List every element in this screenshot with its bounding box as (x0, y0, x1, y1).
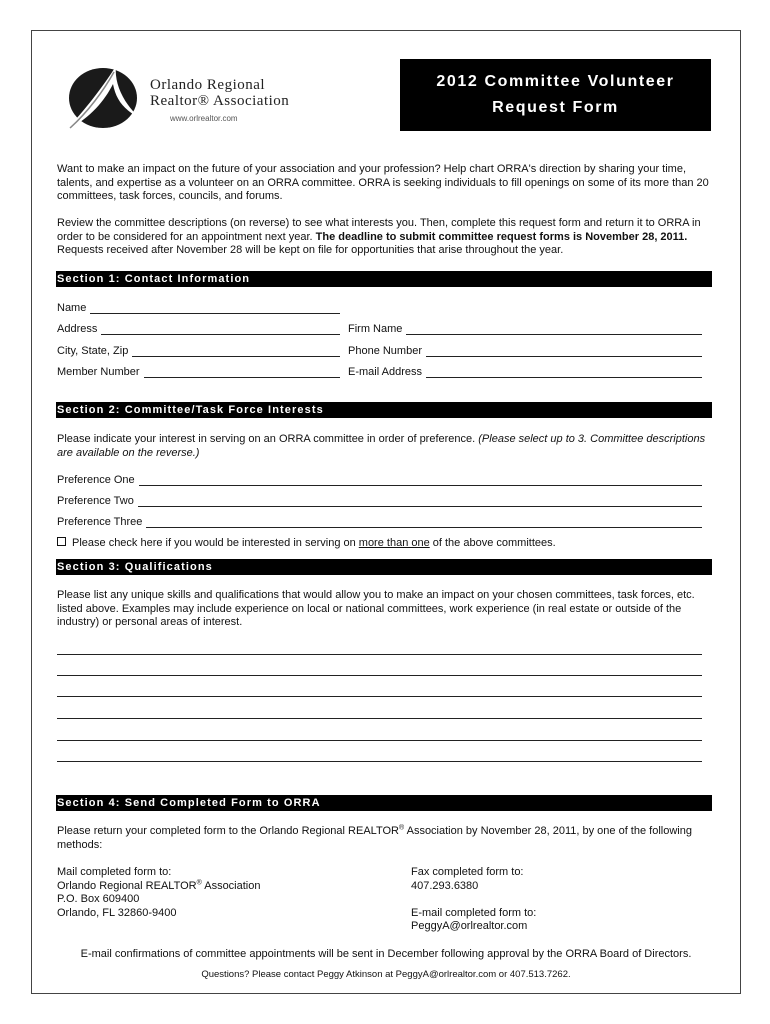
firm-name-field[interactable] (348, 323, 702, 335)
confirmation-note: E-mail confirmations of committee appointments will be sent in December following approval by the ORRA Board of Directors. (80, 948, 692, 960)
member-number-line[interactable] (144, 368, 340, 378)
address-field[interactable] (57, 323, 340, 335)
city-state-zip-line[interactable] (132, 347, 340, 357)
logo-name-line1: Orlando Regional (150, 77, 266, 93)
section2-desc-text: Please indicate your interest in serving on an ORRA committee in order of preference. (57, 433, 479, 445)
fax-email-instructions (411, 866, 536, 934)
firm-name-label: Firm Name (348, 323, 403, 335)
mail-heading: Mail completed form to: (57, 866, 172, 878)
qualifications-line-5[interactable] (57, 740, 702, 741)
section4-desc-text-end: Association by November 28, 2011, by one of the following methods: (57, 825, 692, 851)
member-number-label: Member Number (57, 366, 140, 378)
mail-recipient-end: Association (201, 879, 261, 892)
preference-two-line[interactable] (138, 497, 702, 507)
email-address-label: E-mail Address (348, 366, 422, 378)
logo-url: www.orlrealtor.com (170, 114, 238, 123)
registered-mark: ® (398, 824, 405, 832)
questions-contact: Questions? Please contact Peggy Atkinson at PeggyA@orlrealtor.com or 407.513.7262. (201, 969, 571, 980)
section1-header: Section 1: Contact Information (56, 271, 712, 287)
section4-header: Section 4: Send Completed Form to ORRA (56, 795, 712, 811)
firm-name-line[interactable] (406, 325, 702, 335)
mail-registered-mark: ® (196, 878, 202, 886)
check-text-underlined: more than one (358, 537, 430, 549)
section2-header: Section 2: Committee/Task Force Interests (56, 402, 712, 418)
qualifications-line-6[interactable] (57, 761, 702, 762)
mail-city: Orlando, FL 32860-9400 (57, 906, 177, 919)
address-label: Address (57, 323, 98, 335)
email-address[interactable]: PeggyA@orlrealtor.com (411, 920, 528, 932)
form-title (400, 59, 711, 131)
mail-instructions (57, 866, 260, 920)
mail-recipient (57, 880, 260, 894)
intro-text: Review the committee descriptions (on reverse) to see what interests you. Then, complete this request form and return it to ORRA in order to be considered for an appointment next year. (57, 217, 701, 243)
form-title-line2: Request Form (492, 99, 619, 116)
deadline-text: The deadline to submit committee request forms is November 28, 2011. (315, 230, 688, 243)
qualifications-line-3[interactable] (57, 696, 702, 697)
phone-number-line[interactable] (426, 347, 702, 357)
mail-recipient-name: Orlando Regional REALTOR (57, 879, 197, 892)
orra-logo (58, 62, 298, 134)
intro-text-end: Requests received after November 28 will be kept on file for opportunities that arise throughout the year. (57, 244, 564, 256)
preference-two-label: Preference Two (57, 495, 134, 507)
preference-three-field[interactable] (57, 516, 702, 528)
city-state-zip-field[interactable] (57, 345, 340, 357)
section3-description: Please list any unique skills and qualifications that would allow you to make an impact on your chosen committees, task forces, etc. listed above. Examples may include experience on local or national committees, work experience (in real estate or outside of the industry) or personal areas of interest. (57, 589, 695, 628)
intro-paragraph-1: Want to make an impact on the future of your association and your profession? Help chart ORRA's direction by sharing your time, talents, and expertise as a volunteer on an ORRA committee. ORRA is seeking individuals to fill openings on some of its more than 20 committees, task forces, councils, and forums. (57, 163, 709, 202)
fax-number: 407.293.6380 (411, 879, 479, 892)
form-title-line1: 2012 Committee Volunteer (436, 73, 675, 90)
section2-desc-note: (Please select up to 3. Committee descriptions are available on the reverse.) (57, 433, 706, 459)
email-address-line[interactable] (426, 368, 702, 378)
qualifications-line-4[interactable] (57, 718, 702, 719)
preference-one-field[interactable] (57, 474, 702, 486)
section3-header: Section 3: Qualifications (56, 559, 712, 575)
phone-number-label: Phone Number (348, 345, 422, 357)
qualifications-line-2[interactable] (57, 675, 702, 676)
intro-paragraph-2 (57, 217, 712, 258)
name-field[interactable] (57, 302, 340, 314)
name-label: Name (57, 302, 87, 314)
city-state-zip-label: City, State, Zip (57, 345, 129, 357)
mail-po-box: P.O. Box 609400 (57, 893, 140, 905)
member-number-field[interactable] (57, 366, 340, 378)
preference-three-line[interactable] (146, 518, 702, 528)
section2-description (57, 433, 712, 460)
multiple-committees-checkbox[interactable] (57, 537, 66, 546)
orra-logo-mark-icon (58, 62, 148, 134)
name-line[interactable] (90, 304, 340, 314)
email-address-field[interactable] (348, 366, 702, 378)
check-text-end: of the above committees. (429, 537, 556, 549)
qualifications-line-1[interactable] (57, 654, 702, 655)
section4-description (57, 825, 712, 852)
multiple-committees-option[interactable] (57, 537, 556, 549)
address-line[interactable] (101, 325, 340, 335)
preference-one-label: Preference One (57, 474, 135, 486)
preference-two-field[interactable] (57, 495, 702, 507)
fax-heading: Fax completed form to: (411, 866, 524, 878)
section4-desc-text: Please return your completed form to the Orlando Regional REALTOR (57, 825, 399, 837)
preference-one-line[interactable] (139, 476, 702, 486)
preference-three-label: Preference Three (57, 516, 143, 528)
check-text: Please check here if you would be interested in serving on (72, 537, 359, 549)
phone-number-field[interactable] (348, 345, 702, 357)
email-heading: E-mail completed form to: (411, 906, 537, 919)
logo-name-line2: Realtor® Association (150, 93, 290, 109)
